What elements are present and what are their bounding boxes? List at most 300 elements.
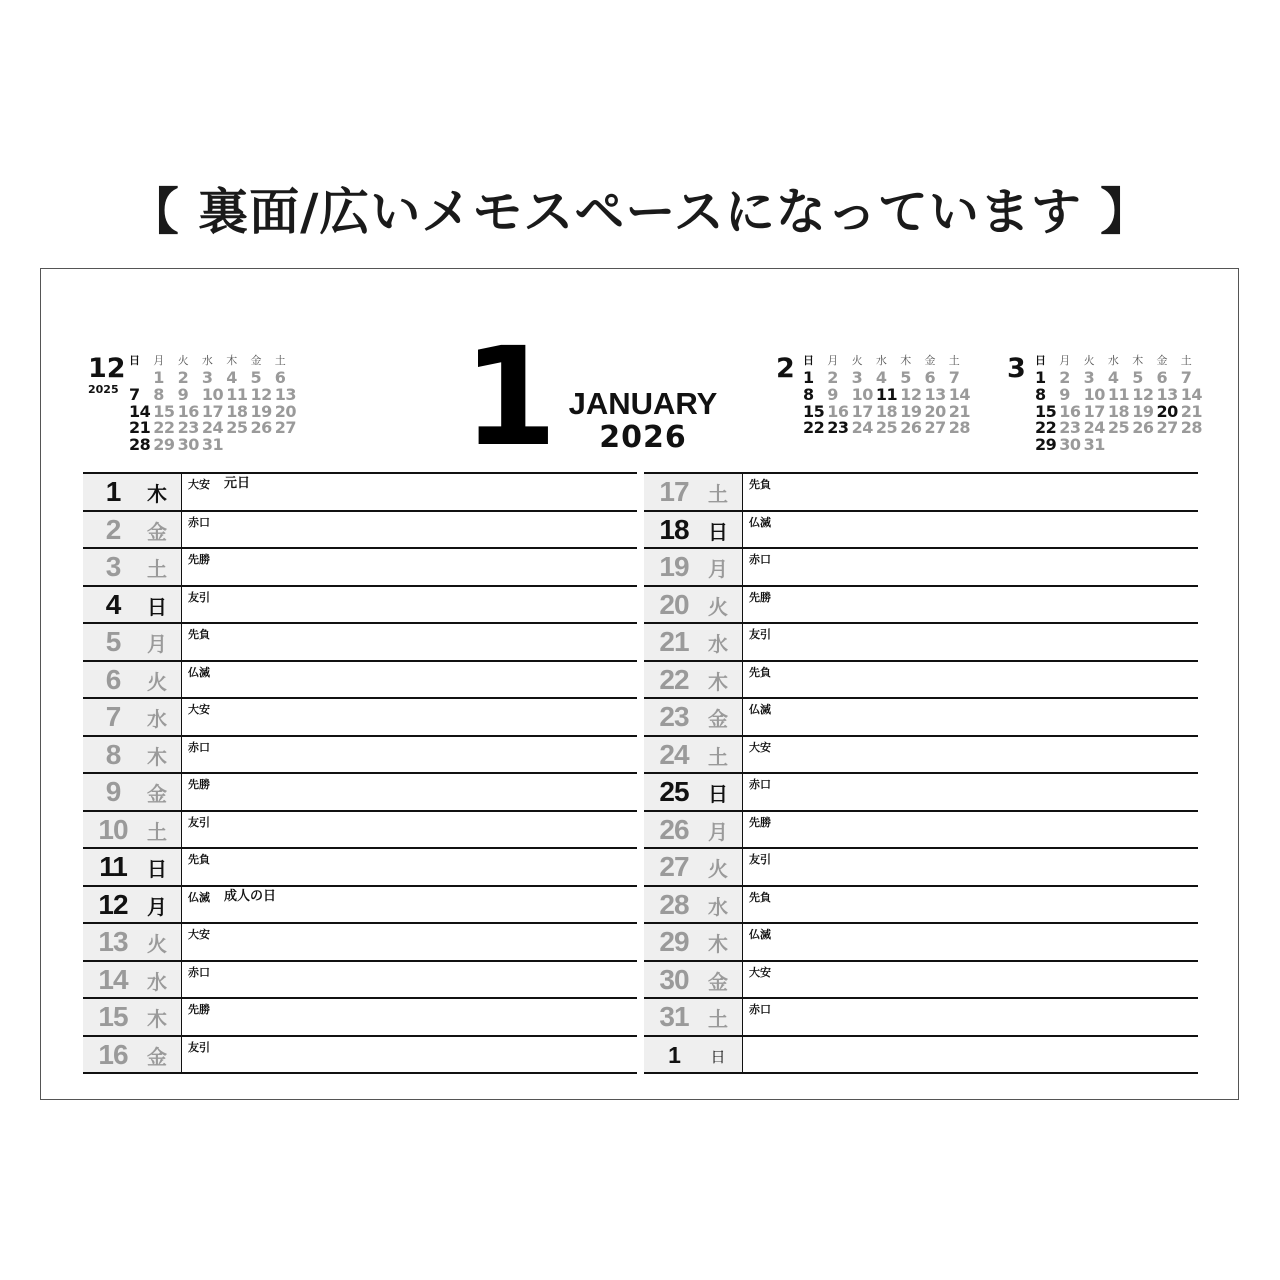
day-cell (83, 474, 182, 510)
day-number: 1 (668, 1041, 680, 1068)
day-number: 16 (98, 1038, 128, 1070)
day-number: 8 (105, 738, 121, 770)
mini-day-cell: 31 (1083, 435, 1105, 455)
mini-weekday-label: 木 (1132, 354, 1144, 367)
memo-space[interactable] (743, 812, 1198, 848)
weekday-label: 土 (147, 557, 167, 581)
mini-day-cell: 18 (226, 401, 248, 421)
big-month-number: 1 (462, 319, 552, 477)
mini-weekday-label: 金 (250, 354, 262, 367)
day-cell (644, 512, 743, 548)
memo-space[interactable] (743, 887, 1198, 923)
holiday-name: 成人の日 (224, 888, 277, 904)
memo-space[interactable] (743, 737, 1198, 773)
mini-day-cell: 4 (875, 368, 887, 387)
memo-space[interactable] (743, 774, 1198, 810)
weekday-label: 木 (147, 1007, 167, 1031)
day-cell (83, 962, 182, 998)
weekday-label: 土 (147, 819, 167, 844)
mini-day-cell: 1 (803, 368, 814, 387)
mini-day-cell: 28 (129, 435, 151, 455)
weekday-label: 月 (708, 557, 728, 581)
day-row (83, 474, 637, 512)
mini-day-cell: 24 (1083, 418, 1105, 438)
rokuyo-label: 仏滅 (188, 890, 210, 904)
day-row (83, 662, 637, 700)
day-cell (644, 924, 743, 960)
day-cell (644, 774, 743, 810)
mini-weekday-label: 土 (274, 354, 286, 367)
mini-month-number: 12 (88, 353, 126, 384)
memo-space[interactable] (743, 699, 1198, 735)
mini-day-cell: 27 (924, 418, 946, 438)
mini-month-year: 2025 (88, 383, 119, 396)
day-cell (83, 624, 182, 660)
mini-day-cell: 9 (827, 384, 838, 404)
day-number: 28 (659, 888, 689, 920)
rokuyo-label: 友引 (188, 815, 210, 829)
mini-day-cell: 7 (1180, 368, 1192, 387)
mini-day-cell: 16 (827, 401, 849, 421)
mini-day-cell: 11 (1107, 384, 1130, 404)
rokuyo-label: 赤口 (188, 515, 210, 529)
day-row (644, 924, 1198, 962)
mini-day-cell: 10 (201, 384, 224, 404)
day-cell (644, 812, 743, 848)
day-row (83, 812, 637, 850)
weekday-label: 日 (708, 519, 728, 544)
day-number: 19 (659, 551, 689, 582)
day-cell (644, 849, 743, 885)
day-number: 4 (105, 588, 121, 620)
day-row (644, 887, 1198, 925)
day-cell (644, 474, 743, 510)
mini-day-cell: 12 (900, 384, 922, 404)
mini-day-cell: 18 (1107, 401, 1130, 421)
mini-day-cell: 10 (1083, 384, 1105, 404)
mini-day-cell: 17 (851, 401, 873, 421)
mini-day-cell: 25 (226, 418, 248, 438)
mini-day-cell: 14 (1180, 384, 1203, 404)
day-number: 20 (659, 588, 689, 620)
rokuyo-label: 赤口 (749, 778, 771, 791)
weekday-label: 水 (708, 894, 728, 919)
day-number: 7 (105, 701, 121, 732)
memo-space[interactable] (743, 624, 1198, 660)
mini-day-cell: 19 (250, 401, 272, 421)
day-cell (83, 737, 182, 773)
day-row (83, 737, 637, 775)
day-cell (644, 887, 743, 923)
day-row (644, 512, 1198, 550)
mini-weekday-label: 日 (129, 354, 140, 367)
mini-day-cell: 25 (875, 418, 898, 438)
weekday-label: 木 (708, 669, 728, 694)
mini-day-cell: 7 (948, 368, 960, 387)
day-cell (83, 849, 182, 885)
holiday-name: 元日 (224, 476, 251, 491)
mini-day-cell: 2 (177, 368, 189, 387)
day-cell (644, 549, 743, 585)
mini-day-cell: 30 (177, 435, 199, 455)
mini-weekday-label: 日 (803, 354, 814, 367)
day-row (83, 587, 637, 625)
mini-day-cell: 3 (1083, 368, 1095, 387)
memo-space[interactable] (182, 774, 637, 810)
memo-space[interactable] (182, 549, 637, 585)
mini-weekday-label: 水 (875, 354, 887, 367)
rokuyo-label: 赤口 (749, 1003, 771, 1016)
memo-space[interactable] (743, 549, 1198, 585)
memo-space[interactable] (182, 962, 637, 998)
memo-space[interactable] (743, 1037, 1198, 1073)
day-number: 6 (105, 663, 121, 695)
mini-day-cell: 10 (851, 384, 873, 404)
day-number: 12 (98, 888, 128, 920)
day-number: 11 (99, 851, 127, 882)
day-row (644, 774, 1198, 812)
day-row (644, 587, 1198, 625)
day-row (644, 849, 1198, 887)
mini-day-cell: 6 (924, 368, 936, 387)
mini-calendar-grid (1035, 354, 1205, 454)
mini-day-cell: 6 (274, 368, 286, 387)
day-number: 13 (98, 926, 128, 957)
weekday-label: 金 (708, 707, 728, 731)
mini-day-cell: 12 (1132, 384, 1154, 404)
rokuyo-label: 赤口 (188, 965, 210, 979)
mini-weekday-label: 水 (201, 354, 213, 367)
weekday-label: 金 (147, 782, 167, 806)
day-row (83, 999, 637, 1037)
day-number: 3 (105, 551, 121, 582)
mini-weekday-label: 土 (948, 354, 960, 367)
weekday-label: 水 (147, 707, 167, 731)
mini-day-cell: 31 (201, 435, 224, 455)
weekday-label: 日 (708, 782, 728, 806)
mini-day-cell: 15 (1035, 401, 1057, 421)
mini-day-cell: 13 (924, 384, 946, 404)
mini-day-cell: 8 (803, 384, 814, 404)
memo-space[interactable] (743, 662, 1198, 698)
mini-weekday-label: 火 (851, 354, 863, 367)
mini-day-cell: 23 (1059, 418, 1081, 438)
day-cell (83, 549, 182, 585)
mini-day-cell: 29 (1035, 435, 1057, 455)
mini-day-cell: 2 (827, 368, 838, 387)
weekday-label: 火 (147, 932, 167, 956)
day-row (83, 887, 637, 925)
memo-space[interactable] (743, 999, 1198, 1035)
memo-space[interactable] (182, 662, 637, 698)
day-number: 10 (98, 813, 128, 845)
memo-space[interactable] (182, 474, 637, 510)
day-row (644, 999, 1198, 1037)
mini-day-cell: 2 (1059, 368, 1070, 387)
mini-weekday-label: 金 (924, 354, 936, 367)
rokuyo-label: 先勝 (188, 1003, 210, 1016)
memo-space[interactable] (182, 924, 637, 960)
day-row (644, 474, 1198, 512)
rokuyo-label: 仏滅 (749, 928, 771, 941)
memo-space[interactable] (743, 924, 1198, 960)
mini-day-cell: 27 (274, 418, 297, 438)
day-cell (83, 887, 182, 923)
mini-day-cell: 15 (803, 401, 825, 421)
mini-day-cell: 27 (1156, 418, 1178, 438)
mini-day-cell: 16 (177, 401, 199, 421)
rokuyo-label: 大安 (749, 965, 771, 979)
rokuyo-label: 赤口 (188, 740, 210, 754)
rokuyo-label: 赤口 (749, 553, 771, 566)
day-column-left (83, 472, 637, 1074)
mini-day-cell: 9 (1059, 384, 1070, 404)
day-row (83, 512, 637, 550)
memo-space[interactable] (182, 1037, 637, 1073)
day-number: 1 (105, 476, 121, 507)
rokuyo-label: 先負 (749, 478, 771, 491)
mini-day-cell: 13 (1156, 384, 1178, 404)
day-number: 14 (98, 963, 128, 995)
day-row (644, 624, 1198, 662)
rokuyo-label: 友引 (188, 1040, 210, 1054)
mini-day-cell: 4 (1107, 368, 1119, 387)
day-cell (644, 962, 743, 998)
day-number: 22 (659, 663, 689, 695)
mini-weekday-label: 日 (1035, 354, 1046, 367)
mini-day-cell: 22 (153, 418, 175, 438)
mini-day-cell: 28 (948, 418, 971, 438)
rokuyo-label: 友引 (188, 590, 210, 604)
memo-space[interactable] (743, 962, 1198, 998)
memo-space[interactable] (182, 737, 637, 773)
weekday-label: 水 (708, 632, 728, 656)
day-cell (644, 662, 743, 698)
day-row (83, 774, 637, 812)
mini-weekday-label: 火 (1083, 354, 1095, 367)
weekday-label: 日 (147, 857, 167, 881)
mini-day-cell: 13 (274, 384, 297, 404)
day-cell (83, 587, 182, 623)
mini-day-cell: 16 (1059, 401, 1081, 421)
weekday-label: 火 (147, 669, 167, 694)
day-row (83, 549, 637, 587)
weekday-label: 金 (147, 519, 167, 544)
mini-day-cell: 23 (827, 418, 849, 438)
mini-day-cell: 3 (851, 368, 863, 387)
rokuyo-label: 先勝 (749, 815, 771, 829)
mini-day-cell: 21 (129, 418, 151, 438)
memo-space[interactable] (182, 624, 637, 660)
rokuyo-label: 大安 (188, 703, 210, 716)
day-number: 21 (659, 626, 689, 657)
day-number: 27 (659, 851, 689, 882)
day-number: 5 (105, 626, 121, 657)
weekday-label: 日 (147, 594, 167, 619)
mini-day-cell: 3 (201, 368, 213, 387)
rokuyo-label: 大安 (188, 928, 210, 941)
mini-day-cell: 21 (948, 401, 971, 421)
mini-day-cell: 14 (129, 401, 151, 421)
mini-weekday-label: 木 (900, 354, 912, 367)
day-cell (83, 924, 182, 960)
day-row (83, 849, 637, 887)
day-row (83, 624, 637, 662)
mini-day-cell: 26 (250, 418, 272, 438)
mini-day-cell: 14 (948, 384, 971, 404)
month-name: JANUARY (568, 386, 718, 421)
mini-day-cell: 8 (1035, 384, 1046, 404)
weekday-label: 日 (710, 1047, 726, 1066)
day-row (644, 737, 1198, 775)
mini-day-cell: 12 (250, 384, 272, 404)
mini-day-cell: 19 (900, 401, 922, 421)
weekday-label: 土 (708, 1007, 728, 1031)
page-heading: 【 裏面/広いメモスペースになっています 】 (128, 182, 1152, 241)
weekday-label: 月 (708, 819, 728, 844)
weekday-label: 木 (708, 932, 728, 956)
day-cell (83, 1037, 182, 1073)
day-number: 30 (659, 963, 689, 995)
mini-day-cell: 11 (875, 384, 898, 404)
day-cell (644, 587, 743, 623)
memo-space[interactable] (743, 587, 1198, 623)
rokuyo-label: 先勝 (188, 778, 210, 791)
rokuyo-label: 大安 (188, 478, 210, 491)
mini-weekday-label: 金 (1156, 354, 1168, 367)
mini-day-cell: 28 (1180, 418, 1203, 438)
day-row (83, 924, 637, 962)
rokuyo-label: 仏滅 (188, 665, 210, 679)
mini-weekday-label: 月 (827, 354, 839, 367)
day-cell (83, 774, 182, 810)
mini-day-cell: 21 (1180, 401, 1203, 421)
memo-space[interactable] (182, 587, 637, 623)
rokuyo-label: 友引 (749, 853, 771, 866)
rokuyo-label: 仏滅 (749, 703, 771, 716)
memo-space[interactable] (743, 849, 1198, 885)
mini-day-cell: 20 (1156, 401, 1178, 421)
mini-day-cell: 11 (226, 384, 248, 404)
day-cell (644, 999, 743, 1035)
weekday-label: 水 (147, 969, 167, 994)
memo-space[interactable] (743, 512, 1198, 548)
weekday-label: 金 (708, 969, 728, 994)
memo-space[interactable] (182, 699, 637, 735)
day-number: 26 (659, 813, 689, 845)
mini-day-cell: 29 (153, 435, 175, 455)
day-number: 29 (659, 926, 689, 957)
day-cell (83, 999, 182, 1035)
mini-day-cell: 4 (226, 368, 237, 387)
mini-day-cell: 22 (1035, 418, 1057, 438)
mini-day-cell: 9 (177, 384, 189, 404)
mini-month-number: 2 (776, 353, 795, 384)
day-number: 15 (98, 1001, 128, 1032)
day-row (83, 699, 637, 737)
memo-space[interactable] (743, 474, 1198, 510)
rokuyo-label: 大安 (749, 740, 771, 754)
rokuyo-label: 先負 (188, 628, 210, 641)
mini-day-cell: 23 (177, 418, 199, 438)
mini-day-cell: 17 (201, 401, 224, 421)
day-number: 9 (105, 776, 121, 807)
weekday-label: 金 (147, 1044, 167, 1069)
rokuyo-label: 先勝 (188, 553, 210, 566)
mini-day-cell: 26 (1132, 418, 1154, 438)
mini-day-cell: 15 (153, 401, 175, 421)
mini-day-cell: 1 (1035, 368, 1046, 387)
weekday-label: 火 (708, 857, 728, 881)
day-row (644, 662, 1198, 700)
memo-space[interactable] (182, 512, 637, 548)
day-row (83, 962, 637, 1000)
mini-day-cell: 6 (1156, 368, 1168, 387)
mini-weekday-label: 月 (153, 354, 165, 367)
mini-day-cell: 24 (851, 418, 873, 438)
mini-day-cell: 20 (274, 401, 297, 421)
memo-space[interactable] (182, 887, 637, 923)
day-cell (644, 624, 743, 660)
day-cell (83, 662, 182, 698)
weekday-label: 月 (147, 894, 167, 919)
mini-day-cell: 1 (153, 368, 164, 387)
mini-weekday-label: 月 (1059, 354, 1071, 367)
day-number: 2 (105, 513, 121, 545)
day-cell (644, 1037, 743, 1073)
rokuyo-label: 先負 (749, 890, 771, 904)
mini-day-cell: 8 (153, 384, 164, 404)
mini-day-cell: 20 (924, 401, 946, 421)
mini-day-cell: 7 (129, 384, 140, 404)
mini-day-cell: 26 (900, 418, 922, 438)
mini-weekday-label: 火 (177, 354, 189, 367)
mini-day-cell: 24 (201, 418, 224, 438)
mini-day-cell: 30 (1059, 435, 1081, 455)
mini-calendar-grid (129, 354, 299, 454)
memo-space[interactable] (182, 999, 637, 1035)
day-cell (644, 699, 743, 735)
day-row (644, 812, 1198, 850)
weekday-label: 火 (708, 594, 728, 619)
mini-calendar-grid (803, 354, 973, 437)
rokuyo-label: 仏滅 (749, 515, 771, 529)
rokuyo-label: 先負 (188, 853, 210, 866)
rokuyo-label: 先負 (749, 665, 771, 679)
mini-month-number: 3 (1007, 353, 1026, 384)
day-number: 23 (659, 701, 689, 732)
weekday-label: 木 (147, 744, 167, 769)
day-cell (644, 737, 743, 773)
day-cell (83, 512, 182, 548)
memo-space[interactable] (182, 812, 637, 848)
day-number: 31 (659, 1001, 689, 1032)
rokuyo-label: 先勝 (749, 590, 771, 604)
mini-weekday-label: 木 (226, 354, 238, 367)
mini-day-cell: 22 (803, 418, 825, 438)
day-number: 24 (659, 738, 689, 770)
mini-day-cell: 5 (250, 368, 262, 387)
day-row (644, 549, 1198, 587)
mini-day-cell: 25 (1107, 418, 1130, 438)
day-row (644, 1037, 1198, 1075)
mini-day-cell: 19 (1132, 401, 1154, 421)
day-row (83, 1037, 637, 1075)
rokuyo-label: 友引 (749, 628, 771, 641)
memo-space[interactable] (182, 849, 637, 885)
weekday-label: 土 (708, 482, 728, 506)
mini-weekday-label: 土 (1180, 354, 1192, 367)
